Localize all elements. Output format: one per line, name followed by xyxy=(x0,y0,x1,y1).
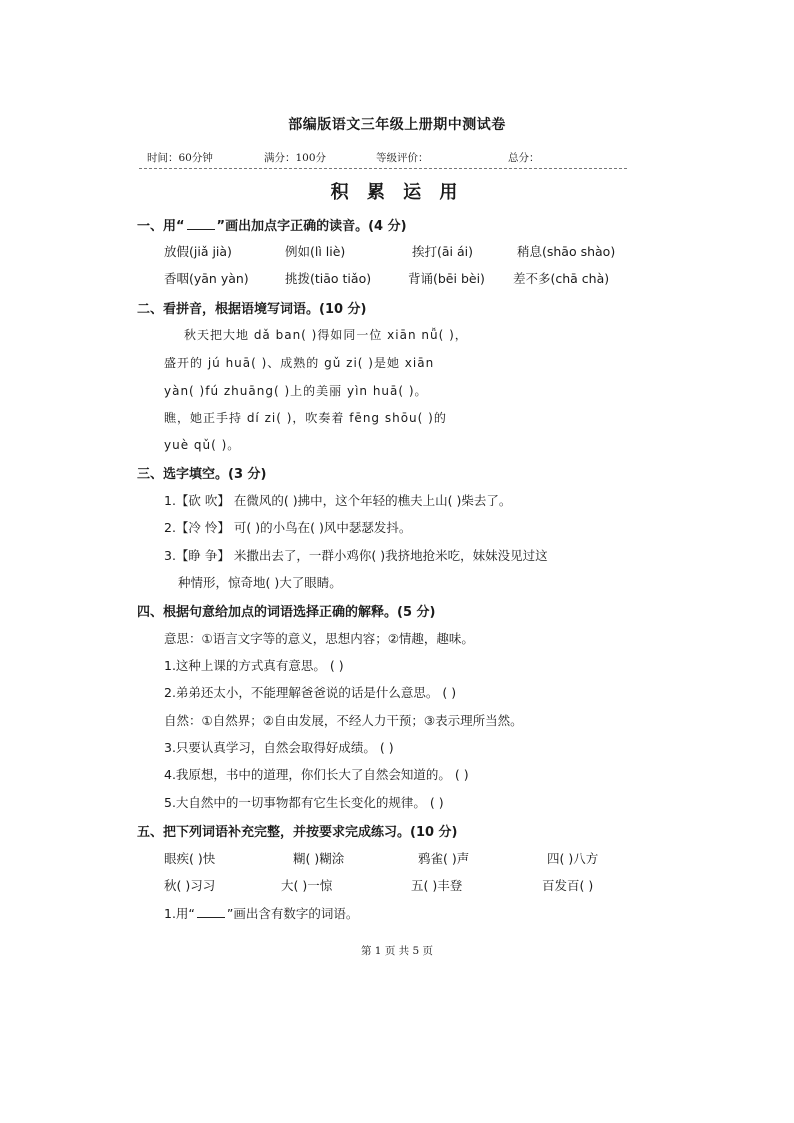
q4-line: 自然：①自然界；②自由发展，不经人力干预；③表示理所当然。 xyxy=(164,713,523,728)
q5-word: 糊( )糊涂 xyxy=(293,851,345,866)
q1-item: 差不多(chā chà) xyxy=(513,271,610,286)
q4-line: 意思：①语言文字等的意义，思想内容；②情趣，趣味。 xyxy=(164,631,474,646)
q1-item: 放假(jiǎ jià) xyxy=(164,244,232,259)
time-label: 时间：60分钟 xyxy=(147,152,213,164)
q1-item: 香咽(yān yàn) xyxy=(164,271,249,286)
q4-line: 2.弟弟还太小，不能理解爸爸说的话是什么意思。 ( ) xyxy=(164,685,457,700)
q4-line: 5.大自然中的一切事物都有它生长变化的规律。 ( ) xyxy=(164,795,444,810)
q5-sub-suffix: ”画出含有数字的词语。 xyxy=(226,906,359,921)
section-title: 积 累 运 用 xyxy=(330,182,464,203)
q5-sub-question xyxy=(164,904,358,922)
q1-heading-prefix: 一、用“ xyxy=(137,219,185,234)
page-title: 部编版语文三年级上册期中测试卷 xyxy=(288,117,506,133)
q2-line: 瞧，她正手持 dí zi( )，吹奏着 fēng shōu( )的 xyxy=(164,411,447,425)
total-label: 总分： xyxy=(508,152,540,164)
q5-word: 五( )丰登 xyxy=(411,878,463,893)
underline-blank xyxy=(187,219,215,230)
q1-item: 背诵(bēi bèi) xyxy=(408,271,485,286)
q4-line: 3.只要认真学习，自然会取得好成绩。 ( ) xyxy=(164,740,394,755)
q5-word: 秋( )习习 xyxy=(164,878,216,893)
q2-line: yuè qǔ( )。 xyxy=(164,438,241,452)
q5-word: 大( )一惊 xyxy=(281,878,333,893)
q4-line: 4.我原想，书中的道理，你们长大了自然会知道的。 ( ) xyxy=(164,767,469,782)
q4-line: 1.这种上课的方式真有意思。 ( ) xyxy=(164,658,344,673)
q4-heading: 四、根据句意给加点的词语选择正确的解释。(5 分) xyxy=(137,605,436,620)
header-divider xyxy=(139,168,627,169)
q5-heading: 五、把下列词语补充完整，并按要求完成练习。(10 分) xyxy=(137,825,458,840)
full-score-label: 满分：100分 xyxy=(264,152,327,164)
q1-item: 稍息(shāo shào) xyxy=(517,244,616,259)
q2-heading: 二、看拼音，根据语境写词语。(10 分) xyxy=(137,302,367,317)
underline-blank xyxy=(197,907,225,918)
q5-word: 百发百( ) xyxy=(542,878,594,893)
q5-word: 鸦雀( )声 xyxy=(418,851,470,866)
q2-line: yàn( )fú zhuāng( )上的美丽 yìn huā( )。 xyxy=(164,384,428,398)
q2-line: 秋天把大地 dǎ ban( )得如同一位 xiān nǚ( )， xyxy=(184,328,468,342)
q1-heading-suffix: ”画出加点字正确的读音。(4 分) xyxy=(216,219,407,234)
page-number: 第 1 页 共 5 页 xyxy=(360,945,434,957)
q2-line: 盛开的 jú huā( )、成熟的 gǔ zi( )是她 xiān xyxy=(164,356,435,370)
q5-word: 四( )八方 xyxy=(547,851,599,866)
q3-line: 1.【砍 吹】 在微风的( )拂中，这个年轻的樵夫上山( )柴去了。 xyxy=(164,493,512,508)
grade-label: 等级评价： xyxy=(376,152,429,164)
q5-word: 眼疾( )快 xyxy=(164,851,216,866)
q3-line: 2.【冷 怜】 可( )的小鸟在( )风中瑟瑟发抖。 xyxy=(164,520,412,535)
q3-line: 3.【睁 争】 米撒出去了，一群小鸡你( )我挤地抢米吃，妹妹没见过这 xyxy=(164,548,548,563)
q1-heading xyxy=(137,215,407,234)
q1-item: 挑拨(tiāo tiǎo) xyxy=(285,271,372,286)
q3-heading: 三、选字填空。(3 分) xyxy=(137,467,267,482)
q1-item: 例如(lì liè) xyxy=(285,244,346,259)
q3-line: 种情形，惊奇地( )大了眼睛。 xyxy=(178,575,342,590)
q1-item: 挨打(āi ái) xyxy=(412,244,473,259)
q5-sub-prefix: 1.用“ xyxy=(164,906,195,921)
